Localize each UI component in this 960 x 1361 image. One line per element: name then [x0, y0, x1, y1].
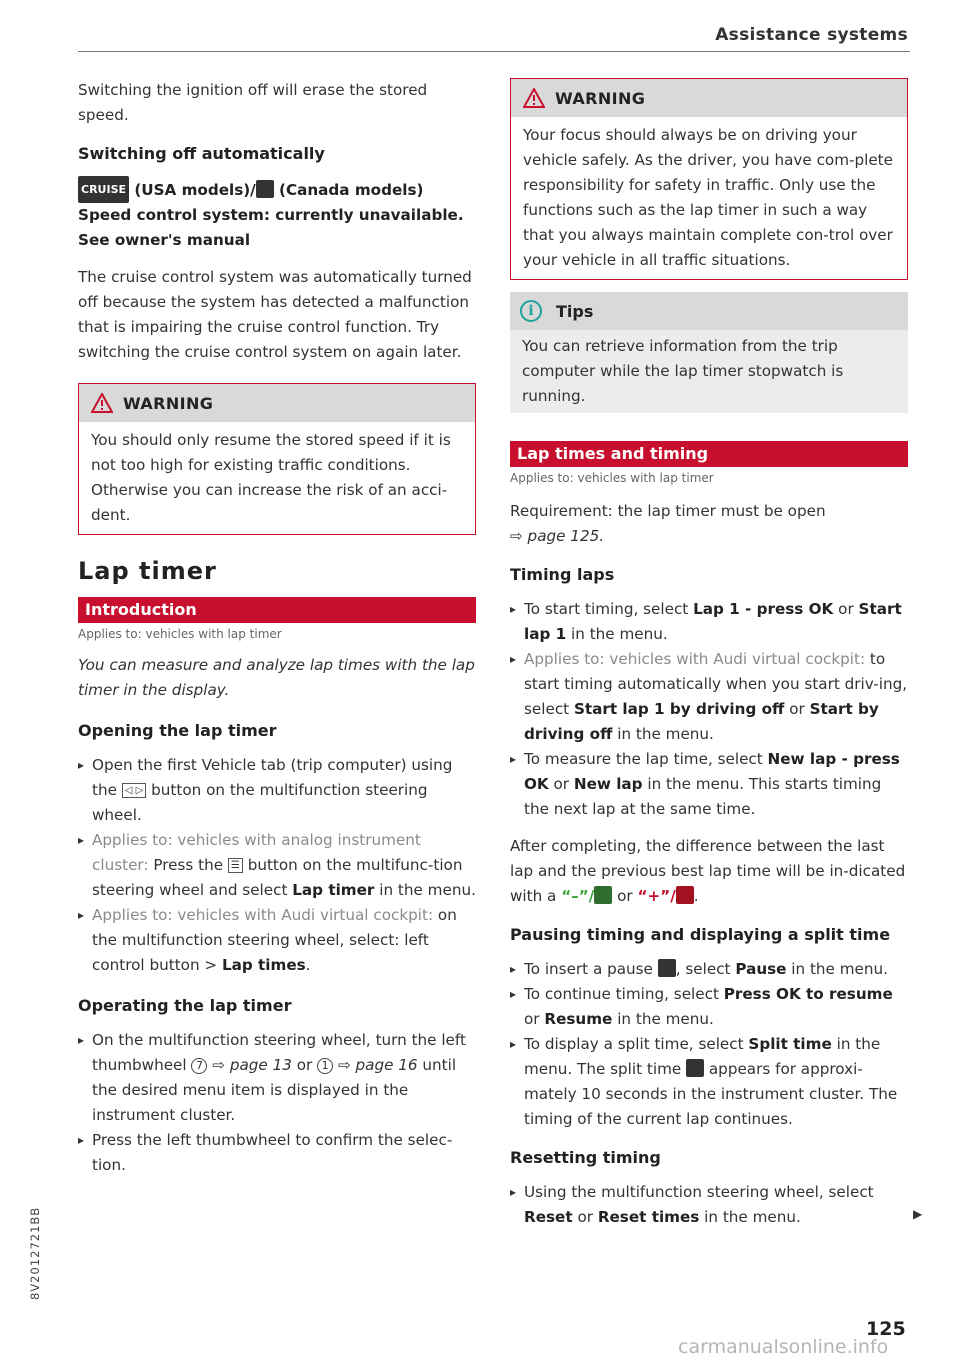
ignition-note: Switching the ignition off will erase the stored speed. — [78, 81, 428, 124]
info-icon: i — [520, 300, 542, 322]
document-code: 8V2012721BB — [28, 1206, 42, 1300]
cruise-badge-icon: CRUISE — [78, 176, 129, 203]
resetting-heading: Resetting timing — [510, 1148, 661, 1167]
step-text: in the menu. The split time — [524, 1035, 881, 1078]
step-text: To insert a pause — [524, 960, 653, 978]
left-column — [78, 78, 476, 1178]
intro-italic: You can measure and analyze lap times with the lap timer in the display. — [78, 656, 475, 699]
canada-models-label: (Canada models) — [279, 181, 424, 199]
step-text: or — [577, 1208, 593, 1226]
split-time-icon — [686, 1059, 704, 1077]
step-text: Using the multifunction steering wheel, select — [524, 1183, 874, 1201]
introduction-bar: Introduction — [78, 597, 476, 623]
list-item — [78, 1128, 476, 1178]
step-text: , select — [675, 960, 731, 978]
after-completing-text — [510, 834, 908, 909]
list-item — [78, 903, 476, 978]
applies-inline: Applies to: vehicles with Audi virtual cockpit: — [524, 650, 866, 668]
callout-7-icon: 7 — [191, 1058, 207, 1074]
watermark: carmanualsonline.info — [678, 1336, 889, 1358]
step-text: or — [553, 775, 570, 793]
step-bold: Resume — [544, 1010, 613, 1028]
list-item — [510, 957, 908, 982]
warning-label: WARNING — [123, 393, 214, 413]
step-bold: Pause — [735, 960, 787, 978]
auto-off-heading: Switching off automatically — [78, 144, 325, 163]
canada-cruise-icon — [256, 180, 274, 198]
step-text: or — [617, 887, 633, 905]
list-item — [510, 597, 908, 647]
step-bold: New lap - press OK — [524, 750, 900, 793]
list-item — [78, 1028, 476, 1128]
step-text: in the menu. This starts timing the next lap at the same time. — [524, 775, 882, 818]
step-text: until the desired menu item is displayed in the instrument cluster. — [92, 1056, 457, 1124]
warning-box-left — [78, 383, 476, 535]
step-text: or — [296, 1056, 313, 1074]
page-ref-link[interactable]: ⇨ page 16 — [337, 1056, 418, 1074]
resetting-steps — [510, 1180, 908, 1230]
step-text: in the menu. — [379, 881, 476, 899]
step-text: On the multifunction steering wheel, turn the left thumbwheel — [92, 1031, 466, 1074]
list-item — [510, 1032, 908, 1132]
tips-header — [510, 292, 908, 330]
step-text: To display a split time, select — [524, 1035, 744, 1053]
pausing-steps — [510, 957, 908, 1132]
list-item — [510, 747, 908, 822]
step-text: To measure the lap time, select — [524, 750, 763, 768]
step-text: Press the left thumbwheel to confirm the selec-tion. — [92, 1131, 453, 1174]
step-bold: Lap timer — [292, 881, 375, 899]
lap-times-bar: Lap times and timing — [510, 441, 908, 467]
opening-steps — [78, 753, 476, 978]
step-text: Open the first Vehicle tab (trip computer) using the — [92, 756, 453, 799]
auto-off-body: The cruise control system was automatically turned off because the system has detected a malfunction that is impairing the cruise control function. Try switching the cruise control system on again later. — [78, 268, 472, 361]
applies-inline: Applies to: vehicles with Audi virtual cockpit: — [92, 906, 434, 924]
step-bold: Reset — [524, 1208, 573, 1226]
minus-indicator: “–”/ — [561, 887, 595, 905]
step-bold: Start by driving off — [524, 700, 879, 743]
step-text: in the menu. — [571, 625, 668, 643]
tips-box — [510, 292, 908, 413]
applies-inline: Applies to: vehicles with analog instrument cluster: — [92, 831, 421, 874]
green-lap-icon — [594, 886, 612, 904]
warning-header — [511, 79, 907, 117]
step-bold: Lap 1 - press OK — [693, 600, 834, 618]
warning-triangle-icon — [91, 393, 113, 413]
warning-header — [79, 384, 475, 422]
warning-text: You should only resume the stored speed if it is not too high for existing traffic conditions. Otherwise you can increase the risk of an acci-dent. — [91, 431, 451, 524]
step-text: in the menu. — [617, 1010, 714, 1028]
warning-label: WARNING — [555, 88, 646, 108]
step-text: or — [524, 1010, 540, 1028]
unavailable-line: Speed control system: currently unavailable. — [78, 206, 464, 224]
step-bold: Reset times — [597, 1208, 700, 1226]
step-text: appears for approxi-mately 10 seconds in the instrument cluster. The timing of the current lap continues. — [524, 1060, 898, 1128]
menu-button-icon: ☰ — [228, 858, 243, 873]
step-text: Press the — [153, 856, 224, 874]
step-text: or — [789, 700, 805, 718]
operating-heading: Operating the lap timer — [78, 996, 292, 1015]
step-text: in the menu. — [704, 1208, 801, 1226]
red-lap-icon — [676, 886, 694, 904]
step-text: . — [693, 887, 699, 905]
warning-box-right — [510, 78, 908, 280]
tips-label: Tips — [556, 301, 594, 321]
pause-icon — [658, 959, 676, 977]
callout-1-icon: 1 — [317, 1058, 333, 1074]
step-text: in the menu. — [617, 725, 714, 743]
list-item — [510, 982, 908, 1032]
opening-heading: Opening the lap timer — [78, 721, 277, 740]
right-column — [510, 78, 908, 1230]
usa-models-label: (USA models)/ — [134, 181, 256, 199]
step-text: in the menu. — [791, 960, 888, 978]
warning-text: Your focus should always be on driving your vehicle safely. As the driver, you have com-plete responsibility for safety in traffic. Only use the functions such as the lap timer in such a way that you always maintain complete con-trol over your vehicle in all traffic situations. — [523, 126, 893, 269]
pausing-heading: Pausing timing and displaying a split time — [510, 925, 891, 944]
continue-arrow-icon: ▶ — [913, 1207, 923, 1221]
step-bold: Split time — [748, 1035, 832, 1053]
operating-steps — [78, 1028, 476, 1178]
arrow-buttons-icon: ◁ ▷ — [122, 783, 147, 798]
step-bold: Start lap 1 — [524, 600, 902, 643]
step-bold: New lap — [573, 775, 643, 793]
applies-note: Applies to: vehicles with lap timer — [78, 627, 282, 641]
requirement-label: Requirement: the lap timer must be open — [510, 502, 826, 520]
step-text: button on the multifunc-tion steering wheel and select — [92, 856, 463, 899]
step-text: to start timing automatically when you start driv-ing, select — [524, 650, 908, 718]
auto-off-message — [78, 176, 476, 253]
list-item — [78, 828, 476, 903]
page-ref-link[interactable]: ⇨ page 125. — [510, 527, 605, 545]
page-ref-link[interactable]: ⇨ page 13 — [212, 1056, 292, 1074]
step-text: To start timing, select — [524, 600, 689, 618]
applies-note: Applies to: vehicles with lap timer — [510, 471, 714, 485]
lap-timer-title: Lap timer — [78, 557, 217, 585]
step-text: After completing, the difference between the last lap and the previous best lap time will be in-dicated with a — [510, 837, 906, 905]
warning-triangle-icon — [523, 88, 545, 108]
step-text: . — [305, 956, 311, 974]
step-bold: Start lap 1 by driving off — [573, 700, 785, 718]
page-number: 125 — [866, 1318, 906, 1340]
owners-manual-line: See owner's manual — [78, 231, 251, 249]
step-bold: Press OK to resume — [723, 985, 893, 1003]
requirement-text — [510, 499, 908, 549]
step-text: button on the multifunction steering wheel. — [92, 781, 428, 824]
tips-text: You can retrieve information from the trip computer while the lap timer stopwatch is running. — [522, 337, 844, 405]
step-text: To continue timing, select — [524, 985, 719, 1003]
step-bold: Lap times — [221, 956, 306, 974]
step-text: on the multifunction steering wheel, select: left control button > — [92, 906, 457, 974]
step-text: or — [838, 600, 854, 618]
list-item — [510, 647, 908, 747]
plus-indicator: “+”/ — [637, 887, 676, 905]
list-item — [78, 753, 476, 828]
timing-steps — [510, 597, 908, 822]
section-header-title: Assistance systems — [715, 25, 908, 45]
timing-heading: Timing laps — [510, 565, 615, 584]
header-rule — [78, 51, 910, 52]
list-item — [510, 1180, 908, 1230]
